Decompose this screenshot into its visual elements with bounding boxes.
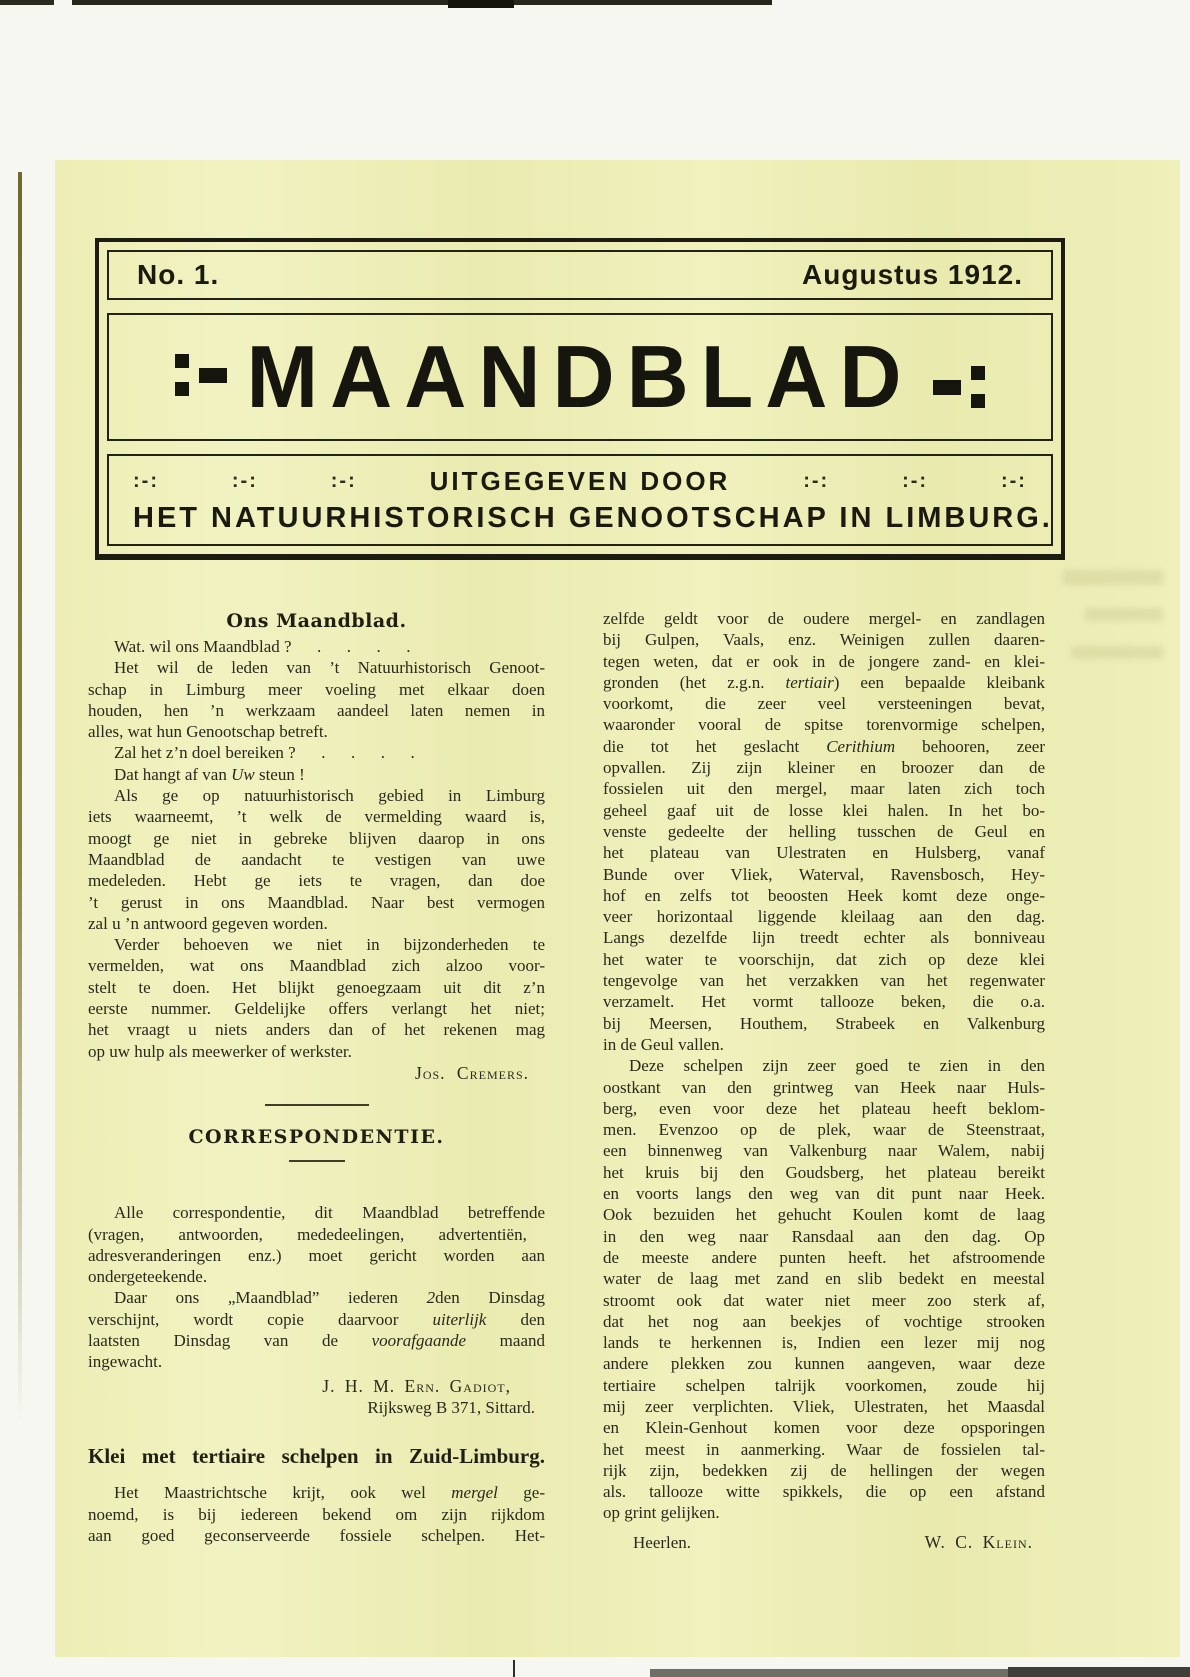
- text-line: en voorts langs den weg van dit punt naar Heek.: [603, 1184, 1045, 1204]
- text-line: Wat. wil ons Maandblad ? . . . .: [114, 637, 411, 656]
- article-body-correspondentie: [88, 1202, 545, 1372]
- ornament: :-:: [1000, 470, 1027, 492]
- text-line: fossielen uit den mergel, maar laten zich toch: [603, 779, 1045, 799]
- text-line: oostkant van den grintweg van Heek naar Huls-: [603, 1077, 1045, 1097]
- colon-dash-ornament-icon: [175, 354, 227, 396]
- ornament: :-:: [803, 470, 830, 492]
- text-line: Het wil de leden van ’t Natuurhistorisch Genoot-: [114, 658, 545, 678]
- text-line: het plateau van Ulestraten en Hulsberg, vanaf: [603, 843, 1045, 863]
- left-column: [88, 608, 545, 1553]
- text-line: adresveranderingen enz.) moet gericht worden aan: [88, 1245, 545, 1265]
- text-line: Bunde over Vliek, Waterval, Ravensbosch, Hey-: [603, 864, 1045, 884]
- text-line: de meeste andere punten heeft. het afstroomende: [603, 1247, 1045, 1267]
- publisher-intro: UITGEGEVEN DOOR: [429, 466, 731, 496]
- scan-artifact-top-bar-dark: [448, 0, 514, 8]
- text-line: in de Geul vallen.: [603, 1034, 724, 1054]
- text-line: rijk zijn, bedekken zij de hellingen der wegen: [603, 1460, 1045, 1480]
- text-line: zelfde geldt voor de oudere mergel- en zandlagen: [603, 609, 1045, 628]
- text-line: ingewacht.: [88, 1352, 163, 1372]
- text-line: ondergeteekende.: [88, 1267, 208, 1287]
- scan-artifact-page-edge: [18, 172, 22, 1422]
- text-line: bij Meersen, Houthem, Strabeek en Valkenburg: [603, 1013, 1045, 1033]
- text-line: noemd, is bij iedereen bekend om zijn rijkdom: [88, 1504, 545, 1524]
- publisher-box: [107, 454, 1053, 546]
- issue-date: Augustus 1912.: [802, 259, 1023, 290]
- text-line: het meest in aanmerking. Waar de fossielen tal-: [603, 1439, 1045, 1459]
- text-line: eerste nummer. Geldelijke offers verlangt het niet;: [88, 999, 545, 1019]
- scan-artifact-bottom-bar-dark: [1008, 1667, 1190, 1677]
- magazine-title: MAANDBLAD: [246, 327, 914, 426]
- ink-bleed-mark: [1071, 646, 1163, 659]
- text-line: Langs dezelfde lijn treedt echter als bonniveau: [603, 928, 1045, 948]
- ornament: :-:: [133, 470, 159, 492]
- text-line: waaronder vooral de spitse torenvormige schelpen,: [603, 715, 1045, 735]
- text-line: schap in Limburg meer voeling met elkaar doen: [88, 679, 545, 699]
- signature-klein: W. C. Klein.: [924, 1531, 1033, 1552]
- text-line: zal u ’n antwoord gegeven worden.: [88, 913, 328, 933]
- colon-icon: [971, 366, 985, 408]
- text-line: Deze schelpen zijn zeer goed te zien in den: [629, 1056, 1045, 1076]
- text-line: verzamelt. Het vormt tallooze beken, die o.a.: [603, 992, 1045, 1012]
- text-line: Alle correspondentie, dit Maandblad betreffende: [114, 1203, 545, 1223]
- text-line: aan goed geconserveerde fossiele schelpen. Het-: [88, 1525, 545, 1545]
- section-divider-rule: [265, 1104, 369, 1106]
- text-line: die tot het geslacht Cerithium behooren, zeer: [603, 736, 1045, 756]
- text-line: tengevolge van het verzakken van het regenwater: [603, 971, 1045, 991]
- text-line: opvallen. Zij zijn kleiner en broozer dan de: [603, 758, 1045, 778]
- text-line: andere plekken zou kunnen aangeven, waar deze: [603, 1354, 1045, 1374]
- text-line: geheel gaaf uit de losse klei halen. In het bo-: [603, 800, 1045, 820]
- text-line: moogt ge niet in gebreke blijven daarop in ons: [88, 828, 545, 848]
- text-line: alles, wat hun Genootschap betreft.: [88, 722, 328, 742]
- issue-info-box: [107, 250, 1053, 300]
- article-body-klei: [88, 1482, 545, 1546]
- text-line: laatsten Dinsdag van de voorafgaande maand: [88, 1331, 545, 1351]
- ornament: :-:: [231, 470, 258, 492]
- text-line: stroomt ook dat water niet meer zoo sterk af,: [603, 1290, 1045, 1310]
- text-line: als. tallooze witte spikkels, die op een afstand: [603, 1482, 1045, 1502]
- text-line: Verder behoeven we niet in bijzonderheden te: [114, 935, 545, 955]
- ink-bleed-mark: [1063, 570, 1163, 585]
- article-body-ons-maandblad: [88, 636, 545, 1062]
- article-heading-ons-maandblad: Ons Maandblad.: [226, 610, 407, 632]
- text-line: houden, hen ’n werkzaam aandeel laten nemen in: [88, 700, 545, 720]
- text-line: venste gedeelte der helling tusschen de Geul en: [603, 821, 1045, 841]
- dash-icon: [199, 368, 227, 383]
- text-line: het kruis bij den Goudsberg, het plateau bereikt: [603, 1162, 1045, 1182]
- text-line: gronden (het z.g.n. tertiair) een bepaalde kleibank: [603, 672, 1045, 692]
- text-line: bij Gulpen, Vaals, enz. Weinigen zullen daaren-: [603, 630, 1045, 650]
- heading-underline-rule: [289, 1160, 345, 1162]
- masthead-frame: [95, 238, 1065, 560]
- text-line: een binnenweg van Valkenburg naar Walem, nabij: [603, 1141, 1045, 1161]
- text-line: op grint gelijken.: [603, 1503, 720, 1523]
- text-line: medeleden. Hebt ge iets te vragen, dan doe: [88, 871, 545, 891]
- magazine-page: [55, 160, 1180, 1657]
- colon-icon: [175, 354, 189, 396]
- text-line: mij zeer verplichten. Vliek, Ulestraten, het Maasdal: [603, 1396, 1045, 1416]
- article-heading-klei: Klei met tertiaire schelpen in Zuid-Limburg.: [88, 1444, 545, 1469]
- issue-number: No. 1.: [137, 259, 220, 290]
- right-column: [603, 608, 1045, 1553]
- text-line: het water te voorschijn, dat zich op deze klei: [603, 949, 1045, 969]
- text-line: Ook bezuiden het gehucht Koulen komt de laag: [603, 1205, 1045, 1225]
- signature-gadiot: J. H. M. Ern. Gadiot,: [322, 1375, 511, 1396]
- text-line: Zal het z’n doel bereiken ? . . . .: [114, 743, 415, 763]
- text-line: in den weg naar Ransdaal aan den dag. Op: [603, 1226, 1045, 1246]
- text-line: veer horizontaal liggende kleilaag aan den dag.: [603, 907, 1045, 927]
- text-columns: [88, 608, 1045, 1553]
- text-line: dat het nog aan beekjes of vochtige strooken: [603, 1311, 1045, 1331]
- signature-place: Heerlen.: [633, 1532, 692, 1552]
- text-line: (vragen, antwoorden, mededeelingen, advertentiën,: [88, 1224, 527, 1244]
- text-line: ’t gerust in ons Maandblad. Naar best vermogen: [88, 892, 545, 912]
- text-line: op uw hulp als meewerker of werkster.: [88, 1041, 352, 1061]
- text-line: berg, even voor deze het plateau heeft beklom-: [603, 1098, 1045, 1118]
- ornament: :-:: [902, 470, 929, 492]
- text-line: hof en zelfs tot beoosten Heek komt deze onge-: [603, 885, 1045, 905]
- text-line: men. Evenzoo op de plek, waar de Steenstraat,: [603, 1120, 1045, 1140]
- text-line: Dat hangt af van Uw steun !: [114, 764, 305, 784]
- scan-artifact-tick: [513, 1660, 515, 1677]
- text-line: verschijnt, wordt copie daarvoor uiterlijk den: [88, 1309, 545, 1329]
- text-line: Maandblad de aandacht te vestigen van uwe: [88, 849, 545, 869]
- text-line: stelt te doen. Het blijkt genoegzaam uit dit z’n: [88, 977, 545, 997]
- text-line: het vraagt u niets anders dan of het rekenen mag: [88, 1020, 545, 1040]
- text-line: Het Maastrichtsche krijt, ook wel mergel ge-: [114, 1483, 545, 1503]
- publisher-name: HET NATUURHISTORISCH GENOOTSCHAP IN LIMBURG.: [133, 502, 1053, 534]
- article-body-klei-continued: [603, 608, 1045, 1524]
- text-line: tegen weten, dat er ook in de jongere zand- en klei-: [603, 651, 1045, 671]
- signature-gadiot-address: Rijksweg B 371, Sittard.: [367, 1397, 535, 1417]
- text-line: tertiaire schelpen talrijk voorkomen, zoude hij: [603, 1375, 1045, 1395]
- text-line: Daar ons „Maandblad” iederen 2den Dinsdag: [114, 1288, 545, 1308]
- dash-colon-ornament-icon: [933, 366, 985, 408]
- scan-artifact-top-bar: [72, 0, 772, 5]
- dash-icon: [933, 380, 961, 395]
- signature-cremers: Jos. Cremers.: [415, 1062, 529, 1083]
- text-line: iets waarneemt, ’t welk de vermelding waard is,: [88, 807, 545, 827]
- text-line: voorkomt, die zeer veel versteeningen bevat,: [603, 694, 1045, 714]
- signature-row: [603, 1532, 1045, 1553]
- text-line: water de laag met zand en slib bedekt en meestal: [603, 1269, 1045, 1289]
- title-box: [107, 313, 1053, 441]
- text-line: vermelden, wat ons Maandblad zich alzoo voor-: [88, 956, 545, 976]
- text-line: en Klein-Genhout komen voor deze opsporingen: [603, 1418, 1045, 1438]
- scan-artifact-top-bar: [0, 0, 54, 5]
- text-line: lands te herkennen is, Indien een lezer mij nog: [603, 1333, 1045, 1353]
- ink-bleed-mark: [1085, 608, 1163, 621]
- publisher-intro-row: [133, 466, 1027, 497]
- ornament: :-:: [330, 470, 357, 492]
- text-line: Als ge op natuurhistorisch gebied in Limburg: [114, 786, 545, 806]
- article-heading-correspondentie: CORRESPONDENTIE.: [188, 1126, 445, 1149]
